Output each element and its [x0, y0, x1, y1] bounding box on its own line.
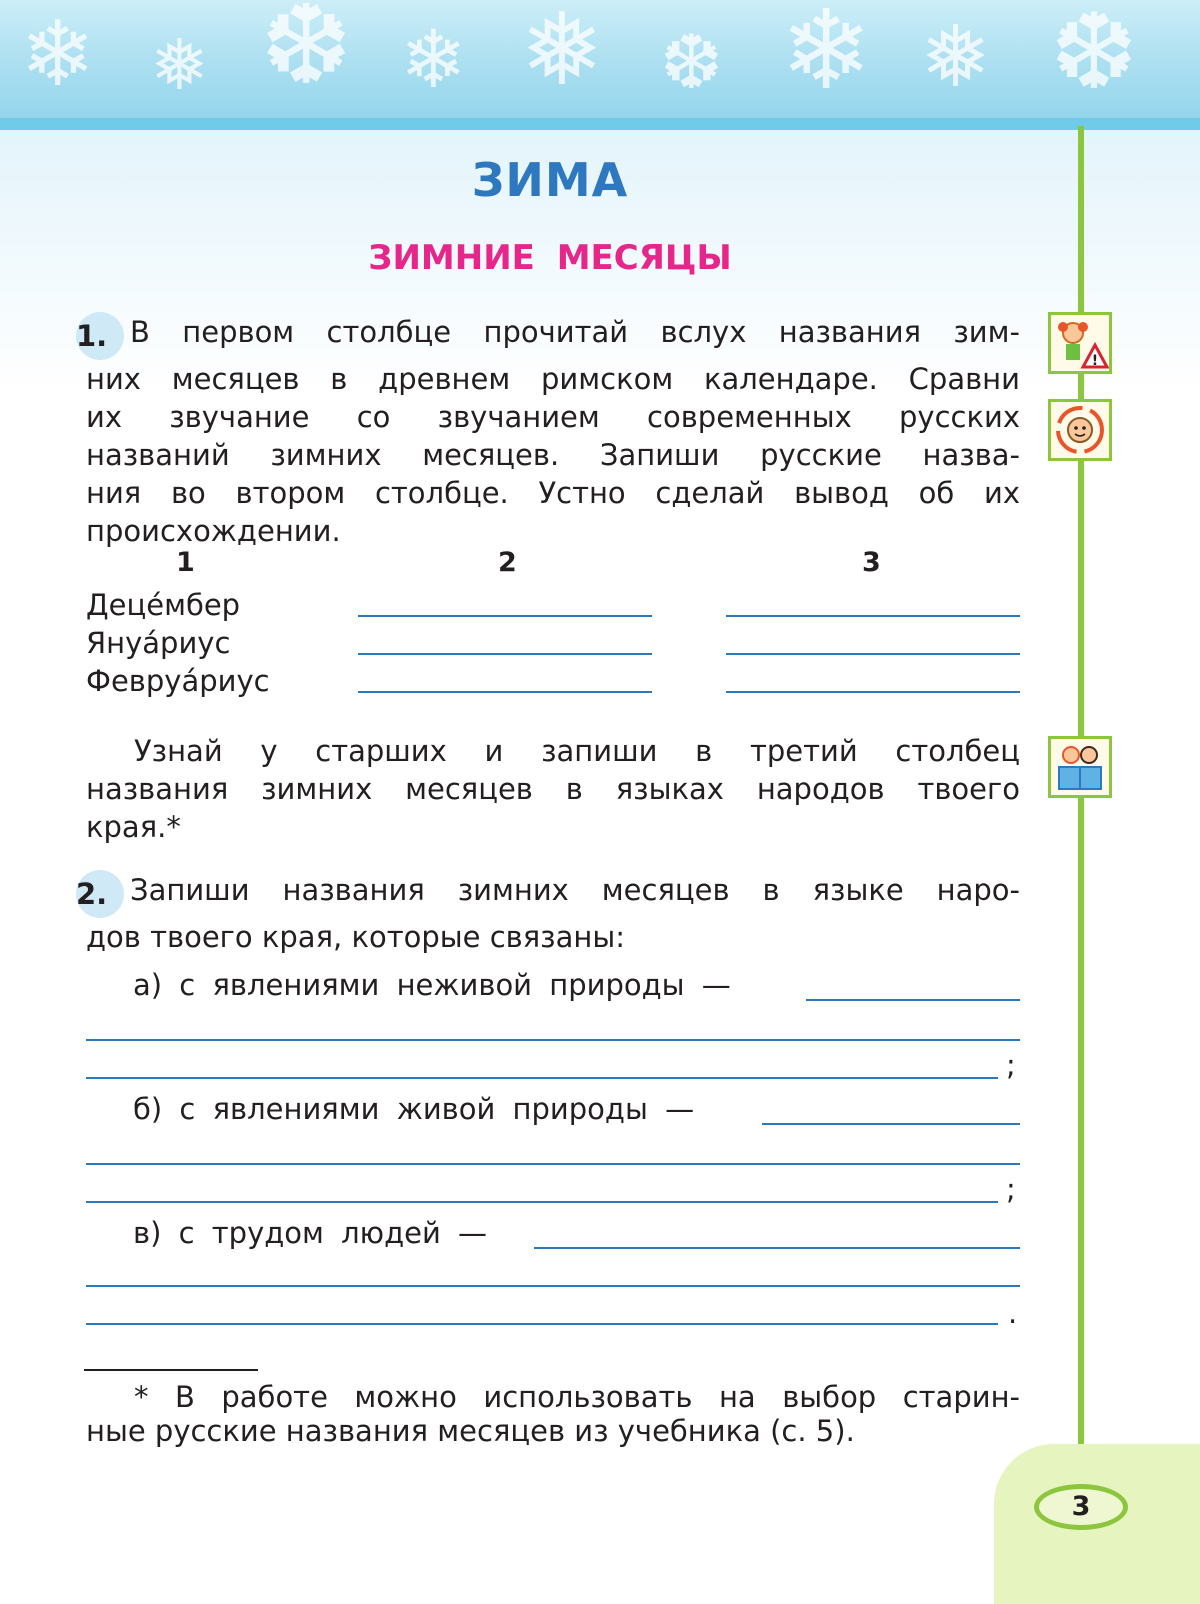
snowflake-icon: ❄ — [20, 2, 96, 107]
column-header-3: 3 — [862, 547, 881, 578]
answer-line-col3[interactable] — [726, 653, 1020, 655]
task2-item-b: б) с явлениями живой природы — — [133, 1092, 695, 1126]
page-title: ЗИМА — [471, 153, 629, 207]
answer-line[interactable] — [86, 1201, 998, 1203]
snowflake-icon: ❄ — [780, 0, 873, 114]
snowflake-icon: ❄ — [400, 13, 468, 106]
snowflake-icon: ❆ — [1050, 0, 1138, 113]
answer-line[interactable] — [86, 1039, 1020, 1041]
task1-text: 1. В первом столбце прочитай вслух названия зим- них месяцев в древнем римском календаре. Сравни их звучание со звучанием современных русских названий зимних месяцев. Запиши русские назва- ния во втором столбце. Устно сделай вывод об их происхождении. — [86, 312, 1020, 550]
column-header-1: 1 — [176, 547, 195, 578]
snowflake-icon: ❆ — [660, 18, 723, 106]
column-header-2: 2 — [498, 547, 517, 578]
header-band — [0, 118, 1200, 130]
answer-line-col2[interactable] — [358, 691, 652, 693]
answer-line-col2[interactable] — [358, 615, 652, 617]
snowflake-icon: ❅ — [920, 8, 992, 107]
answer-line[interactable] — [86, 1285, 1020, 1287]
answer-line-col3[interactable] — [726, 615, 1020, 617]
kid-cycle-icon — [1048, 399, 1112, 461]
answer-line[interactable] — [86, 1077, 998, 1079]
item-c-end-punct: . — [1008, 1296, 1018, 1330]
answer-line[interactable] — [762, 1123, 1020, 1125]
month-february: Февруáриус — [86, 664, 270, 698]
task2-item-c: в) с трудом людей — — [133, 1216, 488, 1250]
task1-extra-text: Узнай у старших и запиши в третий столбец названия зимних месяцев в языках народов твоего края.* — [86, 734, 1020, 844]
snowflake-icon: ❅ — [520, 0, 604, 108]
answer-line-col3[interactable] — [726, 691, 1020, 693]
item-b-end-punct: ; — [1006, 1172, 1016, 1206]
item-a-end-punct: ; — [1006, 1048, 1016, 1082]
month-december: Децéмбер — [86, 588, 241, 622]
answer-line-col2[interactable] — [358, 653, 652, 655]
svg-text:!: ! — [1091, 353, 1099, 369]
header-banner — [0, 0, 1200, 130]
snowflake-icon: ❆ — [260, 0, 353, 109]
answer-line[interactable] — [86, 1323, 998, 1325]
task2-item-a: а) с явлениями неживой природы — — [133, 968, 731, 1002]
footnote-text: * В работе можно использовать на выбор старин- ные русские названия месяцев из учебника (с. 5). — [86, 1380, 1020, 1448]
footnote-rule — [84, 1369, 258, 1371]
girl-warning-icon — [1048, 312, 1112, 374]
task2-number: 2. — [76, 870, 124, 918]
task2-text: 2. Запиши названия зимних месяцев в языке наро- дов твоего края, которые связаны: — [86, 870, 1020, 956]
kids-reading-icon — [1048, 736, 1112, 798]
answer-line[interactable] — [86, 1163, 1020, 1165]
page-number: 3 — [1034, 1484, 1128, 1530]
snowflake-icon: ❅ — [150, 24, 209, 106]
answer-line[interactable] — [806, 999, 1020, 1001]
task1-number: 1. — [76, 312, 124, 360]
answer-line[interactable] — [534, 1247, 1020, 1249]
page-subtitle: ЗИМНИЕ МЕСЯЦЫ — [368, 238, 732, 278]
month-january: Януáриус — [86, 626, 231, 660]
